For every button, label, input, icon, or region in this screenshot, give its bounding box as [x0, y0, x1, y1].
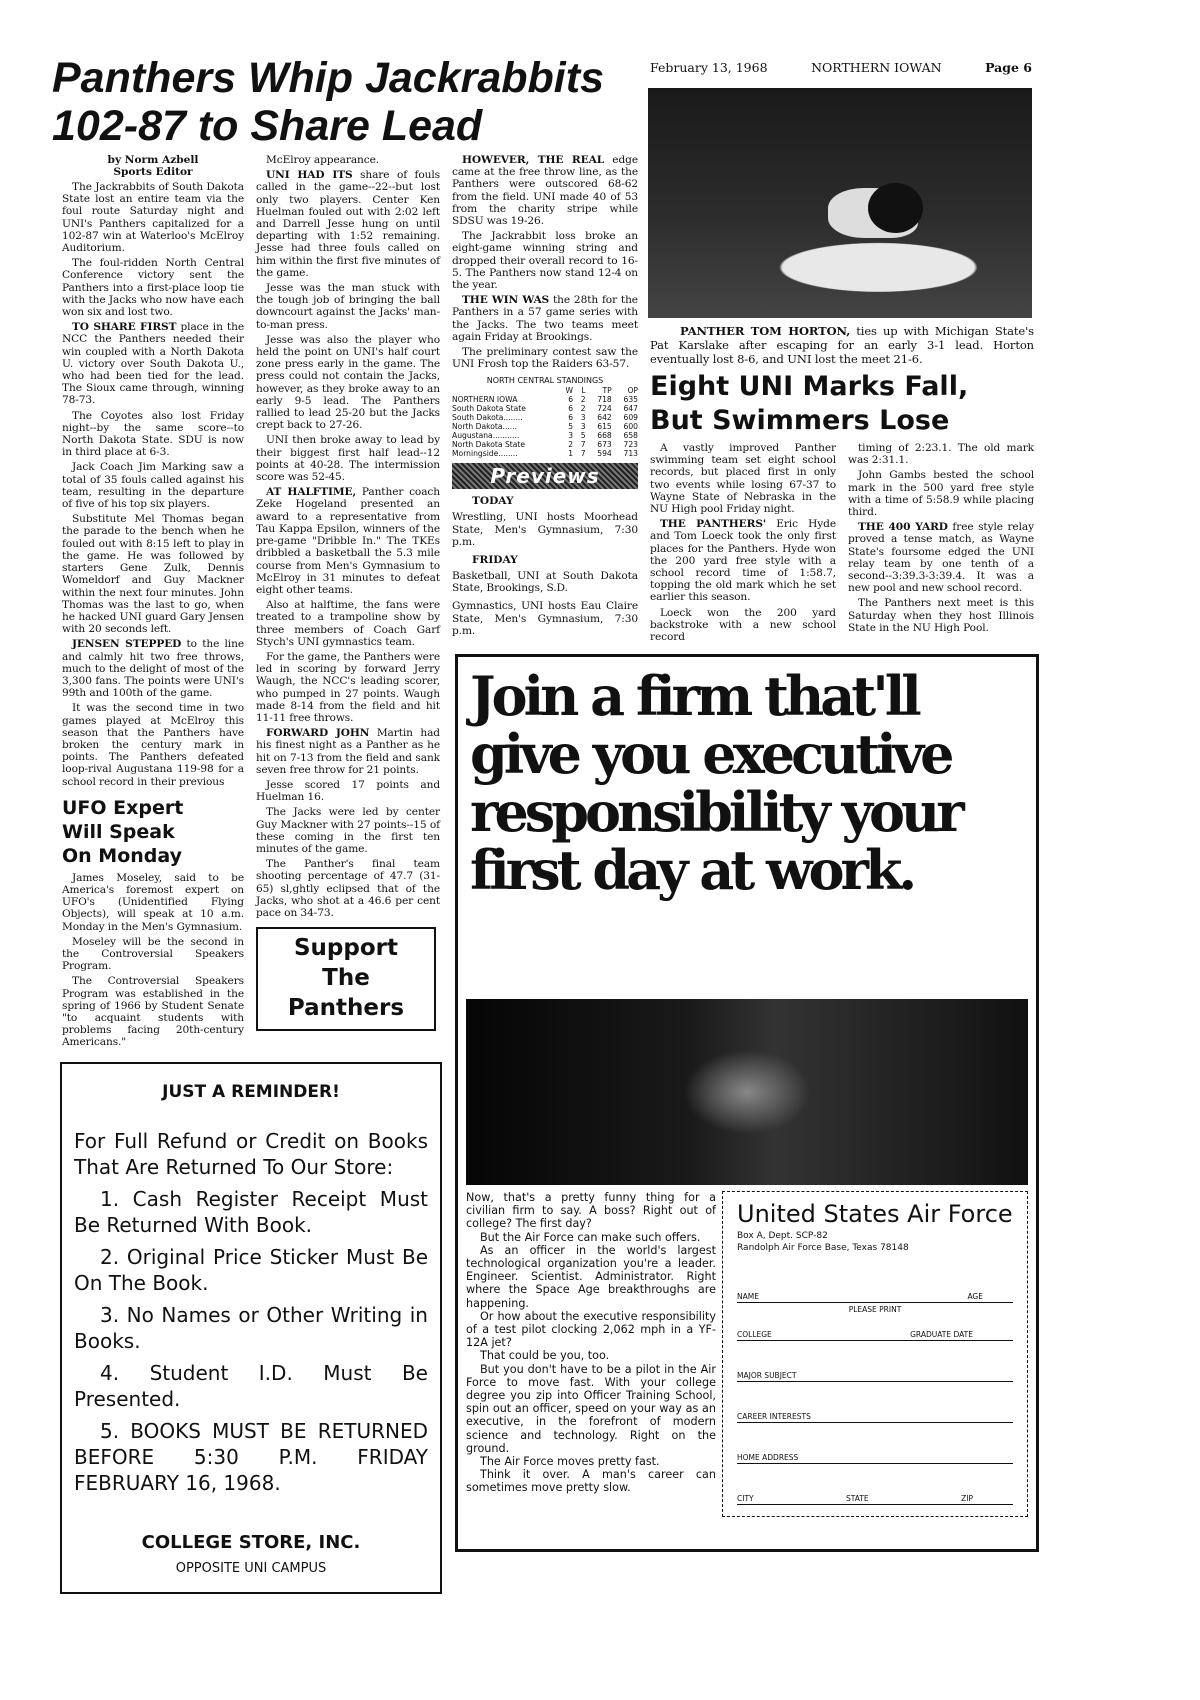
- ad-paragraph: Think it over. A man's career can sometimes move pretty slow.: [466, 1468, 716, 1495]
- wrestling-photo: [648, 88, 1032, 318]
- standing-value: 647: [623, 404, 638, 414]
- paragraph-text: The preliminary contest saw the UNI Frosh top the Raiders 63-57.: [452, 346, 638, 371]
- paragraph: [62, 461, 244, 510]
- ufo-headline: [62, 796, 244, 868]
- standing-value: 600: [623, 422, 638, 432]
- field-label: AGE: [967, 1292, 983, 1301]
- headline-line-2: 102-87 to Share Lead: [52, 102, 483, 150]
- paragraph-text: For the game, the Panthers were led in scoring by forward Jerry Waugh, the NCC's leading scorer, who pumped in 27 points. Waugh made 8-14 from the field and hit 11-11 free throws.: [256, 650, 440, 724]
- paragraph-text: The Panther's final team shooting percentage of 47.7 (31-65) sl,ghtly eclipsed that of the Jacks, who shot at a 46.6 per cent pace on 34-73.: [256, 858, 440, 919]
- paragraph: [848, 521, 1034, 594]
- ufo-headline-line: On Monday: [62, 844, 183, 867]
- field-label: GRADUATE DATE: [910, 1330, 973, 1339]
- photo-caption: [650, 324, 1034, 366]
- standings-row: [452, 395, 638, 404]
- standing-value: 2: [568, 440, 574, 450]
- paragraph: [62, 257, 244, 318]
- column-header: [452, 386, 557, 395]
- name-field[interactable]: [737, 1292, 1013, 1303]
- coupon-address: Randolph Air Force Base, Texas 78148: [737, 1243, 909, 1253]
- caption-text: ties up with Michigan State's Pat Karslake after escaping for an early 3-1 lead. Horton eventually lost 8-6, and UNI lost the meet 21-6.: [650, 324, 1034, 366]
- standing-value: 1: [568, 449, 574, 459]
- coupon-title: United States Air Force: [737, 1200, 1013, 1228]
- standing-value: 713: [623, 449, 638, 459]
- standings-row: [452, 422, 638, 431]
- field-label: COLLEGE: [737, 1330, 772, 1339]
- paragraph: [256, 727, 440, 776]
- field-label: CAREER INTERESTS: [737, 1412, 811, 1421]
- paragraph-text: Jesse was also the player who held the point on UNI's half court zone press early in the game. The press could not contain the Jacks, however, as they broke away to an early 9-5 lead. The Panthers rallied to lead 25-20 but the Jacks crept back to 27-26.: [256, 333, 440, 432]
- reminder-intro: For Full Refund or Credit on Books That Are Returned To Our Store:: [74, 1129, 428, 1179]
- ad-photo: [466, 999, 1028, 1185]
- reminder-ad: [60, 1062, 442, 1594]
- paragraph: [848, 597, 1034, 634]
- swim-headline-line: But Swimmers Lose: [650, 405, 950, 436]
- headline-line-1: Panthers Whip Jackrabbits: [52, 54, 604, 102]
- paragraph: [256, 169, 440, 279]
- paragraph: [452, 154, 638, 227]
- column-header: L: [581, 386, 586, 396]
- paragraph: [62, 181, 244, 254]
- preview-day: FRIDAY: [472, 554, 518, 567]
- swim-headline: [650, 370, 1034, 438]
- paragraph-lead: TO SHARE FIRST: [72, 321, 177, 334]
- paragraphs: [452, 154, 638, 370]
- paragraph: [62, 638, 244, 699]
- standing-value: 615: [597, 422, 612, 432]
- standing-value: 668: [597, 431, 612, 441]
- team-name: Morningside........: [452, 449, 518, 459]
- swim-column-2: [848, 442, 1034, 646]
- paragraph-text: Eric Hyde and Tom Loeck took the only first places for the Panthers. Hyde won the 200 yard free style with a school record time of 1:58.7, topping the old mark which he set earlier this season.: [650, 518, 836, 604]
- paragraph: [650, 518, 836, 603]
- preview-day: TODAY: [472, 495, 514, 508]
- standing-value: 718: [597, 395, 612, 405]
- standing-value: 6: [568, 404, 574, 414]
- paragraph: [256, 334, 440, 432]
- field-label: MAJOR SUBJECT: [737, 1371, 797, 1380]
- preview-item: Gymnastics, UNI hosts Eau Claire State, Men's Gymnasium, 7:30 p.m.: [452, 600, 638, 637]
- reminder-item: 1. Cash Register Receipt Must Be Returned With Book.: [74, 1187, 428, 1237]
- field-label: NAME: [737, 1292, 759, 1301]
- paragraph: [452, 294, 638, 343]
- paragraph-text: edge came at the free throw line, as the Panthers were outscored 68-62 from the field. UNI made 40 of 53 from the charity stripe while SDSU was 19-26.: [452, 154, 638, 228]
- standing-value: 5: [568, 422, 574, 432]
- career-field[interactable]: [737, 1412, 1013, 1423]
- swim-headline-line: Eight UNI Marks Fall,: [650, 371, 969, 402]
- ad-paragraph: Now, that's a pretty funny thing for a civilian firm to say. A boss? Right out of college? The first day?: [466, 1191, 716, 1231]
- byline-title: Sports Editor: [113, 166, 193, 178]
- coupon-address: Box A, Dept. SCP-82: [737, 1231, 828, 1241]
- air-force-ad: [455, 654, 1039, 1552]
- reminder-item: 2. Original Price Sticker Must Be On The Book.: [74, 1245, 428, 1295]
- reminder-item: 5. BOOKS MUST BE RETURNED BEFORE 5:30 P.M. FRIDAY FEBRUARY 16, 1968.: [74, 1419, 428, 1495]
- field-label: STATE: [846, 1494, 869, 1503]
- paragraph-lead: UNI HAD ITS: [266, 169, 353, 182]
- standing-value: 6: [568, 413, 574, 423]
- paragraph-lead: THE 400 YARD: [858, 521, 948, 534]
- team-name: South Dakota State: [452, 404, 526, 414]
- paragraph: [62, 321, 244, 406]
- standings-row: [452, 413, 638, 422]
- paragraph: [452, 346, 638, 370]
- standing-value: 673: [597, 440, 612, 450]
- paragraph-text: It was the second time in two games played at McElroy this season that the Panthers have broken the century mark in points. The Panthers defeated loop-rival Augustana 119-98 for a school record in their previous: [62, 702, 244, 788]
- paragraph-text: Jesse was the man stuck with the tough job of bringing the ball downcourt against the Jacks' man-to-man press.: [256, 282, 440, 331]
- standings-title: NORTH CENTRAL STANDINGS: [486, 376, 604, 386]
- standings-row: [452, 404, 638, 413]
- standing-value: 723: [623, 440, 638, 450]
- paragraph-text: The foul-ridden North Central Conference victory sent the Panthers into a first-place loop tie with the Jacks who now have each won six and lost two.: [62, 257, 244, 319]
- paragraph-text: Jack Coach Jim Marking saw a total of 35 fouls called against his team, resulting in the departure of five of his top six players.: [62, 461, 244, 511]
- column-header: W: [565, 386, 574, 396]
- ad-headline: [470, 664, 1028, 902]
- ad-headline-line: responsibility your: [470, 780, 961, 844]
- paragraph: [256, 858, 440, 919]
- standing-value: 594: [597, 449, 612, 459]
- paragraph: [256, 486, 440, 596]
- standing-value: 658: [623, 431, 638, 441]
- paragraph-text: Jesse scored 17 points and Huelman 16.: [256, 778, 440, 804]
- standing-value: 642: [597, 413, 612, 423]
- paragraph: [62, 702, 244, 787]
- paragraph-text: the 28th for the Panthers in a 57 game series with the Jacks. The two teams meet again Friday at Brookings.: [452, 294, 638, 343]
- paragraph: [256, 806, 440, 855]
- standing-value: 609: [623, 413, 638, 423]
- standing-value: 3: [580, 413, 586, 423]
- ufo-body: [62, 872, 244, 1049]
- standing-value: 635: [623, 395, 638, 405]
- previews-banner: [452, 463, 638, 489]
- team-name: South Dakota........: [452, 413, 523, 423]
- city-state-zip-field[interactable]: [737, 1494, 1013, 1505]
- standing-value: 7: [580, 449, 586, 459]
- team-name: Augustana...........: [452, 431, 520, 441]
- address-field[interactable]: [737, 1453, 1013, 1464]
- reminder-item: 4. Student I.D. Must Be Presented.: [74, 1361, 428, 1411]
- standing-value: 2: [580, 395, 586, 405]
- paragraph-text: John Gambs bested the school mark in the 500 yard free style with a time of 5:58.9 while placing third.: [848, 469, 1034, 519]
- college-field[interactable]: [737, 1330, 1013, 1341]
- standing-value: 3: [580, 422, 586, 432]
- support-line: The: [322, 965, 370, 992]
- paragraph-text: Loeck won the 200 yard backstroke with a new school record: [650, 606, 836, 644]
- paragraph: Moseley will be the second in the Controversial Speakers Program.: [62, 935, 244, 973]
- article-column-3: [452, 154, 638, 643]
- paragraph: [256, 434, 440, 483]
- paragraph-text: The Jackrabbit loss broke an eight-game winning string and dropped their overall record to 16-5. The Panthers now stand 12-4 on the year.: [452, 230, 638, 292]
- paragraph: [650, 607, 836, 644]
- paragraph-text: The Panthers next meet is this Saturday when they host Illinois State in the NU High Pool.: [848, 597, 1034, 634]
- standings-row: [452, 440, 638, 449]
- support-box: [256, 927, 436, 1031]
- field-label: HOME ADDRESS: [737, 1453, 799, 1462]
- previews-list: [452, 495, 638, 637]
- masthead: [650, 60, 1032, 75]
- paragraph-lead: HOWEVER, THE REAL: [462, 154, 605, 166]
- standing-value: 724: [597, 404, 612, 414]
- standing-value: 6: [568, 395, 574, 405]
- swim-columns: [650, 442, 1034, 646]
- ufo-headline-line: Will Speak: [62, 820, 175, 843]
- paragraphs: [650, 442, 836, 643]
- paragraph-text: Substitute Mel Thomas began the parade to the bench when he fouled out with 8:15 left to play in the game. He was followed by starters Gene Zulk, Dennis Womeldorf and Guy Mackner within the next four minutes. John Thomas was the last to go, when he hacked UNI guard Gary Jensen with 20 seconds left.: [62, 513, 244, 636]
- paper-name: NORTHERN IOWAN: [811, 60, 942, 75]
- major-field[interactable]: [737, 1371, 1013, 1382]
- paragraph-lead: THE WIN WAS: [462, 294, 550, 307]
- ad-paragraph: As an officer in the world's largest technological organization you're a leader. Engineer. Scientist. Administrator. Right where the Space Age breakthroughs are happening.: [466, 1243, 716, 1310]
- right-column: [650, 324, 1034, 646]
- paragraphs: [256, 154, 440, 919]
- standing-value: 3: [568, 431, 574, 441]
- standing-value: 2: [580, 404, 586, 414]
- ad-body: [466, 1191, 716, 1495]
- paragraph-text: The Jacks were led by center Guy Mackner with 27 points--15 of these coming in the first ten minutes of the game.: [256, 806, 440, 855]
- paragraph-text: Martin had his finest night as a Panther as he hit on 7-13 from the field and sank seven free throw for 21 points.: [256, 727, 440, 776]
- paragraph-lead: JENSEN STEPPED: [72, 638, 182, 651]
- paragraph-lead: AT HALFTIME,: [266, 486, 357, 499]
- paragraph: [256, 779, 440, 803]
- team-name: NORTHERN IOWA: [452, 395, 518, 405]
- standings-grid: [452, 386, 638, 458]
- paragraph-text: Panther coach Zeke Hogeland presented an award to a representative from Tau Kappa Epsilon, winners of the pre-game "Dribble In." The TKEs dribbled a basketball the 5.3 mile course from Men's Gymnasium to McElroy in 31 minutes to defeat eight other teams.: [256, 486, 440, 596]
- support-line: Support: [293, 935, 398, 962]
- paragraph-lead: THE PANTHERS': [660, 518, 767, 531]
- standings-header: [452, 386, 638, 395]
- byline: [62, 154, 244, 178]
- team-name: North Dakota State: [452, 440, 526, 450]
- team-name: North Dakota......: [452, 422, 518, 432]
- paragraph: [256, 154, 440, 166]
- paragraph: [256, 599, 440, 648]
- ufo-headline-line: UFO Expert: [62, 796, 184, 819]
- paragraphs: [62, 181, 244, 788]
- paragraph: [452, 230, 638, 291]
- paragraph: The Controversial Speakers Program was established in the spring of 1966 by Student Senate "to acquaint students with problems facing 20th-century Americans.": [62, 975, 244, 1049]
- article-column-2: [256, 154, 440, 1031]
- page-number: Page 6: [985, 60, 1032, 75]
- paragraph-lead: FORWARD JOHN: [266, 727, 370, 740]
- ad-paragraph: The Air Force moves pretty fast.: [480, 1455, 660, 1469]
- standings-table: [452, 376, 638, 458]
- store-name: COLLEGE STORE, INC.: [141, 1532, 361, 1553]
- column-header: TP: [602, 386, 612, 396]
- reminder-list: [74, 1186, 428, 1496]
- paragraph-text: UNI then broke away to lead by their biggest first half lead--12 points at 40-28. The intermission score was 52-45.: [256, 434, 440, 484]
- ad-paragraph: Or how about the executive responsibility of a test pilot clocking 2,062 mph in a YF-12A jet?: [466, 1309, 716, 1350]
- paragraph-text: Also at halftime, the fans were treated to a trampoline show by three members of Coach Garf Stych's UNI gymnastics team.: [256, 599, 440, 648]
- ad-headline-line: Join a firm that'll: [470, 664, 918, 728]
- paragraph-text: share of fouls called in the game--22--but lost only two players. Center Ken Huelman fouled out with 2:02 left and Darrell Jesse hung on until departing with 1:52 remaining. Jesse had three fouls called on him within the first five minutes of the game.: [256, 169, 440, 279]
- field-label: ZIP: [961, 1494, 973, 1503]
- ad-headline-line: first day at work.: [470, 838, 914, 902]
- issue-date: February 13, 1968: [650, 60, 768, 75]
- paragraph: [62, 410, 244, 459]
- support-line: Panthers: [287, 995, 405, 1022]
- paragraph-text: McElroy appearance.: [266, 154, 380, 166]
- standing-value: 5: [580, 431, 586, 441]
- paragraph-text: The Coyotes also lost Friday night--by the same score--to North Dakota State. SDU is now in third place at 6-3.: [62, 409, 244, 459]
- field-label: CITY: [737, 1494, 754, 1503]
- main-headline: [52, 54, 642, 150]
- ad-headline-line: give you executive: [470, 722, 951, 786]
- store-location: OPPOSITE UNI CAMPUS: [175, 1561, 327, 1576]
- paragraph: [256, 282, 440, 331]
- paragraph: [848, 442, 1034, 466]
- paragraph-text: timing of 2:23.1. The old mark was 2:31.1.: [848, 442, 1034, 467]
- ad-lower: [466, 1191, 1028, 1517]
- caption-lead: PANTHER TOM HORTON,: [680, 324, 851, 338]
- ufo-story: [62, 796, 244, 1049]
- ad-paragraph: That could be you, too.: [480, 1349, 610, 1363]
- swim-column-1: [650, 442, 836, 646]
- previews-title: Previews: [490, 464, 600, 489]
- paragraph-text: place in the NCC the Panthers needed their win coupled with a North Dakota U. victory over South Dakota U., who had been tied for the lead. The Sioux came through, winning 78-73.: [62, 321, 244, 407]
- reminder-title: JUST A REMINDER!: [162, 1082, 340, 1102]
- standings-row: [452, 449, 638, 458]
- standing-value: 7: [580, 440, 586, 450]
- preview-item: Wrestling, UNI hosts Moorhead State, Men's Gymnasium, 7:30 p.m.: [452, 511, 638, 548]
- article-column-1: [62, 154, 244, 1052]
- paragraph: [650, 442, 836, 515]
- paragraph-text: A vastly improved Panther swimming team set eight school records, but placed first in only two events while losing 67-37 to Wayne State of Nebraska in the NU High pool Friday night.: [650, 442, 836, 516]
- paragraph-text: to the line and calmly hit two free throws, much to the delight of most of the 3,300 fans. The points were UNI's 99th and 100th of the game.: [62, 638, 244, 700]
- please-print-note: PLEASE PRINT: [848, 1305, 902, 1314]
- ad-paragraph: But the Air Force can make such offers.: [480, 1230, 701, 1244]
- paragraph: [256, 651, 440, 724]
- paragraph: James Moseley, said to be America's foremost expert on UFO's (Unidentified Flying Objects), will speak at 10 a.m. Monday in the Men's Gymnasium.: [62, 871, 244, 933]
- paragraph-text: The Jackrabbits of South Dakota State lost an entire team via the foul route Saturday night and UNI's Panthers capitalized for a 102-87 win at Waterloo's McElroy Auditorium.: [62, 181, 244, 255]
- wrestler-figure: [868, 183, 923, 233]
- preview-item: Basketball, UNI at South Dakota State, Brookings, S.D.: [452, 570, 638, 595]
- byline-author: by Norm Azbell: [107, 154, 199, 166]
- ad-paragraph: But you don't have to be a pilot in the Air Force to move fast. With your college degree you zip into Officer Training School, spin out an officer, speed on your way as an executive, in the forefront of modern science and technology. Right on the ground.: [466, 1362, 716, 1455]
- paragraph-text: free style relay proved a tense match, as Wayne State's foursome edged the UNI relay team by one tenth of a second--3:39.3-3:39.4. It was a new pool and new school record.: [848, 521, 1034, 595]
- paragraphs: [848, 442, 1034, 634]
- paragraph: [62, 513, 244, 635]
- reminder-item: 3. No Names or Other Writing in Books.: [74, 1303, 428, 1353]
- coupon: [722, 1191, 1028, 1517]
- paragraph: [848, 469, 1034, 518]
- column-header: OP: [627, 386, 638, 396]
- standings-row: [452, 431, 638, 440]
